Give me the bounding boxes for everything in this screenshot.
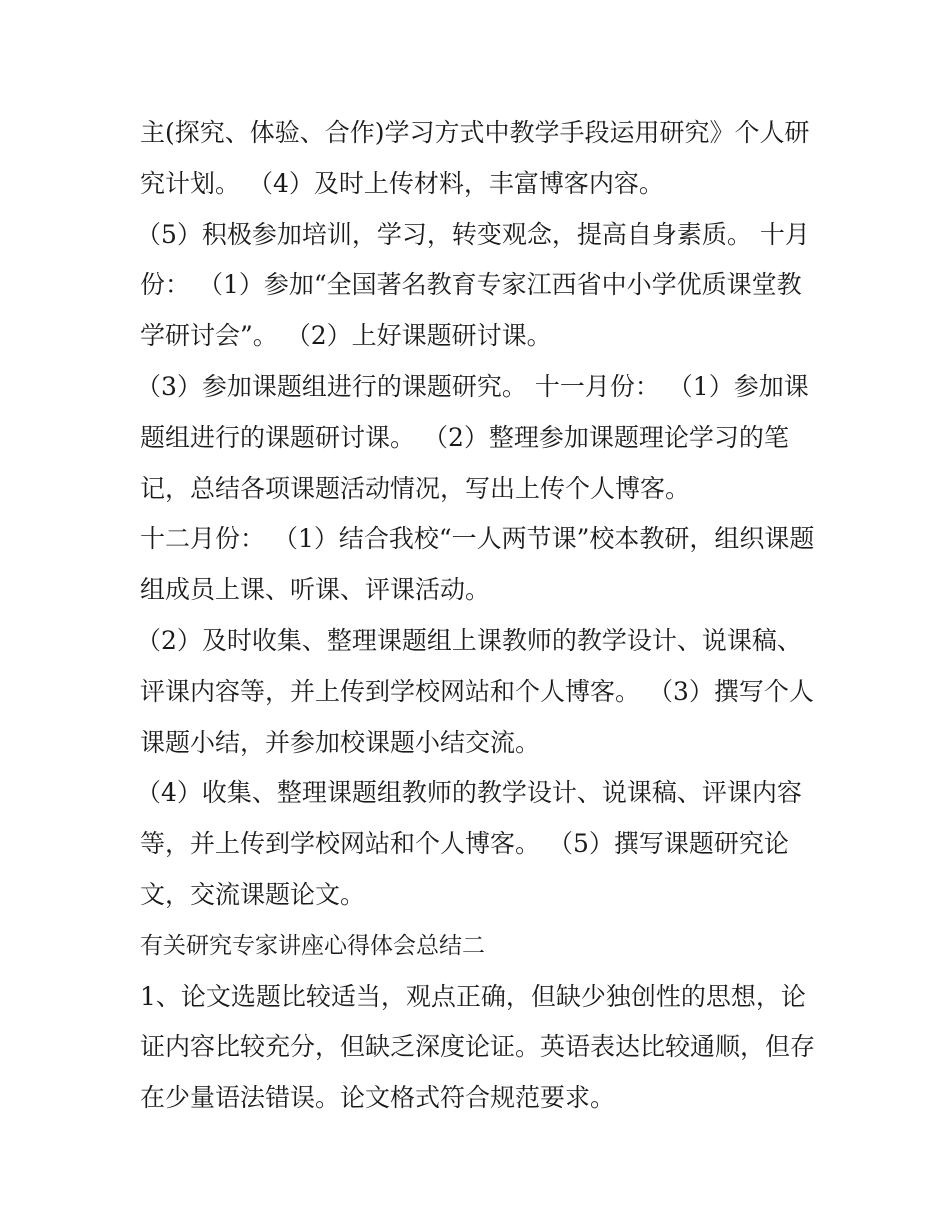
paragraph-line: 究计划。 （4）及时上传材料，丰富博客内容。 — [140, 168, 664, 198]
paragraph-line: 证内容比较充分，但缺乏深度论证。英语表达比较通顺，但存 — [140, 1032, 816, 1062]
paragraph-line: 十二月份： （1）结合我校“一人两节课”校本教研，组织课题 — [140, 524, 815, 554]
paragraph-line: （3）参加课题组进行的课题研究。 十一月份： （1）参加课 — [136, 371, 809, 401]
paragraph-line: （5）积极参加培训，学习，转变观念，提高自身素质。 十月 — [136, 219, 810, 249]
section-heading: 有关研究专家讲座心得体会总结二 — [140, 932, 485, 959]
paragraph-line: （2）及时收集、整理课题组上课教师的教学设计、说课稿、 — [136, 625, 802, 655]
paragraph-line: 1、论文选题比较适当，观点正确，但缺少独创性的思想，论 — [140, 981, 806, 1011]
paragraph-line: 记，总结各项课题活动情况，写出上传个人博客。 — [140, 473, 691, 503]
paragraph-line: 等，并上传到学校网站和个人博客。 （5）撰写课题研究论 — [140, 829, 789, 859]
paragraph-line: 组成员上课、听课、评课活动。 — [140, 575, 491, 605]
paragraph-line: 学研讨会”。 （2）上好课题研讨课。 — [140, 321, 552, 351]
paragraph-line: 评课内容等，并上传到学校网站和个人博客。 （3）撰写个人 — [140, 676, 814, 706]
paragraph-line: 主(探究、体验、合作)学习方式中教学手段运用研究》个人研 — [140, 118, 810, 147]
paragraph-line: 份： （1）参加“全国著名教育专家江西省中小学优质课堂教 — [140, 270, 802, 300]
document-body — [136, 108, 830, 1124]
paragraph-line: 课题小结，并参加校课题小结交流。 — [140, 727, 541, 757]
paragraph-line: 文，交流课题论文。 — [140, 879, 366, 909]
paragraph-line: 在少量语法错误。论文格式符合规范要求。 — [140, 1083, 616, 1113]
paragraph-line: （4）收集、整理课题组教师的教学设计、说课稿、评课内容 — [136, 778, 802, 808]
paragraph-line: 题组进行的课题研讨课。 （2）整理参加课题理论学习的笔 — [140, 422, 789, 452]
